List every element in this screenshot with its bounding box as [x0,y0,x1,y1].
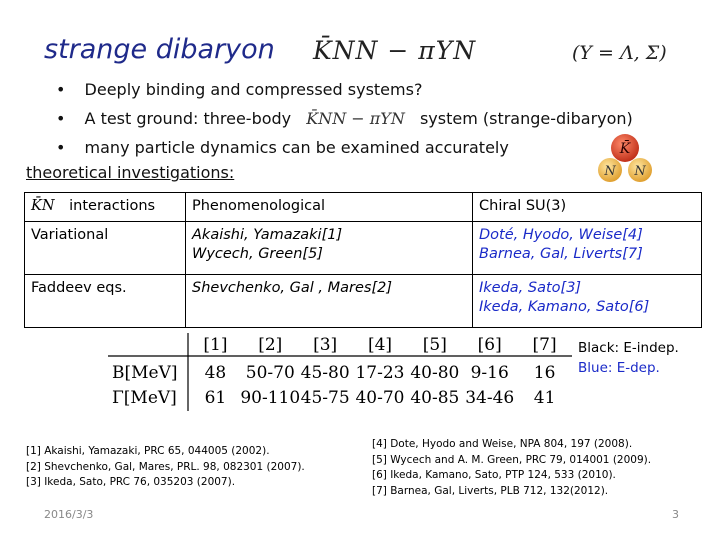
results-table [108,333,572,411]
header-interactions-label: interactions [69,198,156,214]
slide-title: strange dibaryon [44,34,275,65]
row-label-variational: Variational [25,222,186,275]
reference-item: [2] Shevchenko, Gal, Mares, PRL. 98, 082301 (2007). [26,460,305,473]
bullet-2-pre: A test ground: three-body [84,109,292,128]
results-row-label: B[MeV] [112,363,178,383]
bullet-dot: • [56,138,66,157]
kaon-label: K̄ [619,141,631,157]
slide-date: 2016/3/3 [44,508,94,521]
results-cell: 16 [533,363,556,383]
results-cell: 17-23 [355,363,405,383]
results-cell: 34-46 [465,388,515,408]
ref-line: Ikeda, Kamano, Sato[6] [479,299,650,315]
ref-line: Doté, Hyodo, Weise[4] [479,227,643,243]
bullet-dot: • [56,80,66,99]
kaon-nucleon-graphic [596,132,658,182]
bullet-3-text: many particle dynamics can be examined accurately [84,138,509,157]
results-cell: 61 [204,388,227,408]
results-column-header: [5] [422,335,447,355]
table-row [25,275,702,328]
results-row-label: Γ[MeV] [112,388,177,408]
legend-black: Black: E-indep. [578,340,679,356]
cell-chiral-faddeev [473,275,702,328]
ref-line: Akaishi, Yamazaki[1] [192,227,343,243]
cell-chiral-variational [473,222,702,275]
ref-line: Ikeda, Sato[3] [479,280,582,296]
bullet-2 [56,109,633,128]
nucleon-label-1: N [604,164,616,179]
reference-item: [5] Wycech and A. M. Green, PRC 79, 014001 (2009). [372,453,652,466]
bullet-2-post: system (strange-dibaryon) [419,109,633,128]
nucleon-label-2: N [634,164,646,179]
ref-line: Wycech, Green[5] [192,246,323,262]
results-column-header: [7] [532,335,557,355]
bullet-1-text: Deeply binding and compressed systems? [84,80,423,99]
table-header-row [25,193,702,222]
title-formula: K̄NN − πYN [313,36,477,65]
bullet-1 [56,80,422,99]
results-cell: 40-70 [355,388,405,408]
title-formula-note: (Y = Λ, Σ) [572,42,667,64]
bullet-3 [56,138,509,157]
table-row [25,222,702,275]
results-cell: 45-75 [300,388,350,408]
header-kbar-n: K̄N [31,198,55,214]
ref-line: Shevchenko, Gal , Mares[2] [192,280,393,296]
header-chiral: Chiral SU(3) [473,193,702,222]
header-phenomenological: Phenomenological [186,193,473,222]
results-column-header: [4] [367,335,393,355]
reference-item: [6] Ikeda, Kamano, Sato, PTP 124, 533 (2010). [372,469,616,481]
results-cell: 90-110 [240,388,301,408]
references-left [26,444,305,491]
results-cell: 9-16 [470,363,509,383]
reference-item: [3] Ikeda, Sato, PRC 76, 035203 (2007). [26,476,236,488]
references-right [372,437,651,499]
results-cell: 40-85 [410,388,460,408]
row-label-faddeev: Faddeev eqs. [25,275,186,328]
results-column-header: [1] [203,335,228,355]
results-column-header: [3] [313,335,338,355]
results-cell: 40-80 [410,363,460,383]
theory-table [24,192,702,328]
cell-pheno-faddeev [186,275,473,328]
cell-pheno-variational [186,222,473,275]
results-column-header: [2] [258,335,283,355]
legend-blue: Blue: E-dep. [578,360,660,376]
theory-heading: theoretical investigations: [26,163,235,182]
results-cell: 50-70 [245,363,295,383]
results-cell: 41 [533,388,556,408]
header-interactions [25,193,186,222]
bullet-dot: • [56,109,66,128]
slide-number: 3 [672,508,679,521]
reference-item: [1] Akaishi, Yamazaki, PRC 65, 044005 (2002). [26,445,270,457]
ref-line: Barnea, Gal, Liverts[7] [479,246,643,262]
results-cell: 45-80 [300,363,350,383]
reference-item: [7] Barnea, Gal, Liverts, PLB 712, 132(2012). [372,484,609,497]
reference-item: [4] Dote, Hyodo and Weise, NPA 804, 197 (2008). [372,438,633,450]
results-cell: 48 [204,363,227,383]
bullet-2-formula: K̄NN − πYN [306,109,405,128]
results-column-header: [6] [477,335,502,355]
